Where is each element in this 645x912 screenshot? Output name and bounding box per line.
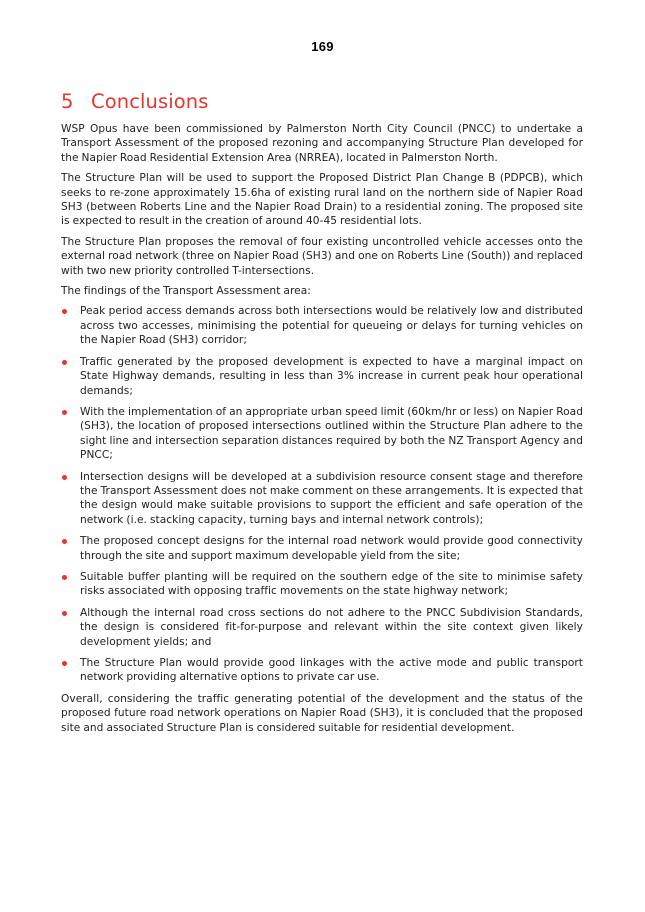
list-item <box>61 534 583 563</box>
list-item <box>61 570 583 599</box>
section-heading <box>61 90 583 113</box>
section-title: Conclusions <box>91 90 209 113</box>
intro-paragraph-commission: WSP Opus have been commissioned by Palmerston North City Council (PNCC) to undertake a Transport Assessment of the proposed rezoning and accompanying Structure Plan developed for the Napier Road Residential Extension Area (NRREA), located in Palmerston North. <box>61 123 583 164</box>
list-item <box>61 606 583 649</box>
findings-lead-in: The findings of the Transport Assessment area: <box>61 285 311 298</box>
list-item <box>61 470 583 528</box>
bullet-icon <box>62 410 67 415</box>
list-item-text: The proposed concept designs for the internal road network would provide good connectivity through the site and support maximum developable yield from the site; <box>80 535 583 562</box>
page-content <box>61 90 583 741</box>
list-item <box>61 405 583 463</box>
list-item-text: Traffic generated by the proposed development is expected to have a marginal impact on State Highway demands, resulting in less than 3% increase in current peak hour operational demands; <box>80 355 583 397</box>
conclusion-paragraph: Overall, considering the traffic generating potential of the development and the status of the proposed future road network operations on Napier Road (SH3), it is concluded that the proposed site and associated Structure Plan is considered suitable for residential development. <box>61 692 583 734</box>
list-item-text: Although the internal road cross sections do not adhere to the PNCC Subdivision Standards, the design is considered fit-for-purpose and relevant within the site context given likely development yields; and <box>80 606 583 648</box>
bullet-icon <box>62 611 67 616</box>
list-item <box>61 355 583 398</box>
intro-paragraph-access-removal: The Structure Plan proposes the removal of four existing uncontrolled vehicle accesses onto the external road network (three on Napier Road (SH3) and one on Roberts Line (South)) and replaced with two new priority controlled T-intersections. <box>61 235 583 277</box>
list-item <box>61 656 583 685</box>
bullet-icon <box>62 575 67 580</box>
list-item-text: With the implementation of an appropriate urban speed limit (60km/hr or less) on Napier Road (SH3), the location of proposed intersections outlined within the Structure Plan adhere to the sight line and intersection separation distances required by both the NZ Transport Agency and PNCC; <box>80 405 583 462</box>
section-number: 5 <box>61 90 74 113</box>
page-number: 169 <box>311 39 334 54</box>
list-item-text: Suitable buffer planting will be required on the southern edge of the site to minimise safety risks associated with opposing traffic movements on the state highway network; <box>80 570 583 598</box>
bullet-icon <box>62 475 67 480</box>
bullet-icon <box>62 309 67 314</box>
list-item-text: Intersection designs will be developed at a subdivision resource consent stage and therefore the Transport Assessment does not make comment on these arrangements. It is expected that the design would make suitable provisions to support the efficient and safe operation of the network (i.e. stacking capacity, turning bays and internal network controls); <box>80 470 583 526</box>
bullet-icon <box>62 360 67 365</box>
list-item-text: The Structure Plan would provide good linkages with the active mode and public transport network providing alternative options to private car use. <box>80 657 583 684</box>
list-item-text: Peak period access demands across both intersections would be relatively low and distributed across two accesses, minimising the potential for queueing or delays for turning vehicles on the Napier Road (SH3) corridor; <box>80 305 583 347</box>
bullet-icon <box>62 661 67 666</box>
findings-list <box>61 304 583 684</box>
bullet-icon <box>62 539 67 544</box>
intro-paragraph-structure-plan: The Structure Plan will be used to support the Proposed District Plan Change B (PDPCB), which seeks to re-zone approximately 15.6ha of existing rural land on the northern side of Napier Road SH3 (between Roberts Line and the Napier Road Drain) to a residential zoning. The proposed site is expected to result in the creation of around 40-45 residential lots. <box>61 172 583 228</box>
list-item <box>61 304 583 347</box>
